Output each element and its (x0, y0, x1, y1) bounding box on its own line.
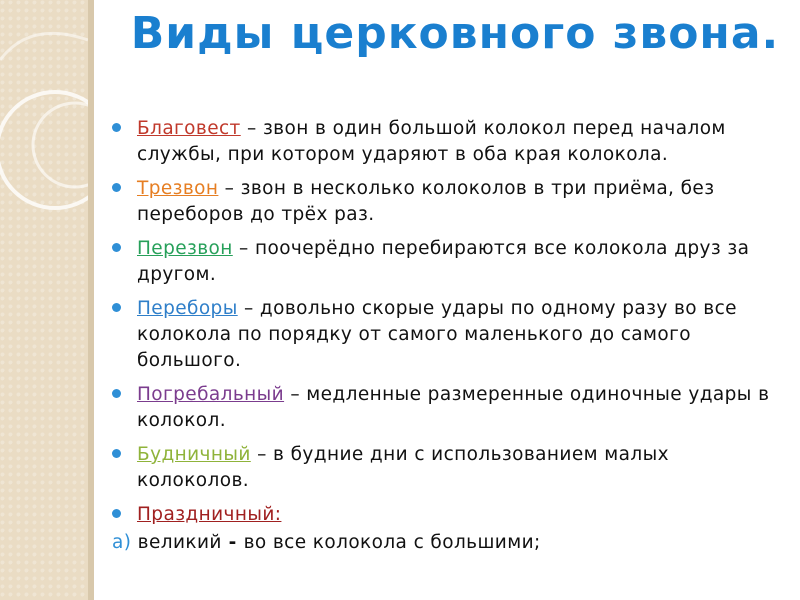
term-blagovest: Благовест (137, 118, 241, 139)
bullet-icon (112, 389, 121, 398)
sub-item-separator: - (221, 532, 244, 553)
bullet-icon (112, 509, 121, 518)
list-item (112, 502, 782, 528)
sub-item (112, 530, 782, 556)
list-item (112, 236, 782, 288)
list-item (112, 442, 782, 494)
item-description: – звон в один большой колокол перед началом службы, при котором ударяют в оба края колокола. (137, 118, 726, 165)
list-item (112, 296, 782, 374)
bullet-icon (112, 303, 121, 312)
item-description: – в будние дни с использованием малых колоколов. (137, 444, 669, 491)
bullet-icon (112, 183, 121, 192)
item-description: – довольно скорые удары по одному разу во все колокола по порядку от самого маленького до самого большого. (137, 298, 737, 371)
term-perebory: Переборы (137, 298, 238, 319)
sub-item-key: великий (137, 532, 222, 553)
list-item (112, 176, 782, 228)
slide-title: Виды церковного звона. (130, 8, 780, 59)
item-description: – поочерёдно перебираются все колокола друз за другом. (137, 238, 750, 285)
bullet-icon (112, 123, 121, 132)
bell-ringing-list (112, 116, 782, 556)
term-budnichny: Будничный (137, 444, 251, 465)
list-item (112, 116, 782, 168)
decorative-side-panel (0, 0, 88, 600)
term-pogrebalny: Погребальный (137, 384, 285, 405)
term-perezvon: Перезвон (137, 238, 233, 259)
decorative-circles (0, 0, 88, 600)
list-item (112, 382, 782, 434)
sub-item-text: во все колокола с большими; (243, 532, 541, 553)
bullet-icon (112, 449, 121, 458)
side-panel-edge (88, 0, 94, 600)
bullet-icon (112, 243, 121, 252)
item-description: – звон в несколько колоколов в три приёма, без переборов до трёх раз. (137, 178, 715, 225)
term-trezvon: Трезвон (137, 178, 219, 199)
sub-item-letter: а) (112, 532, 132, 553)
item-description: – медленные размеренные одиночные удары в колокол. (137, 384, 770, 431)
term-prazdnichny: Праздничный: (137, 504, 282, 525)
